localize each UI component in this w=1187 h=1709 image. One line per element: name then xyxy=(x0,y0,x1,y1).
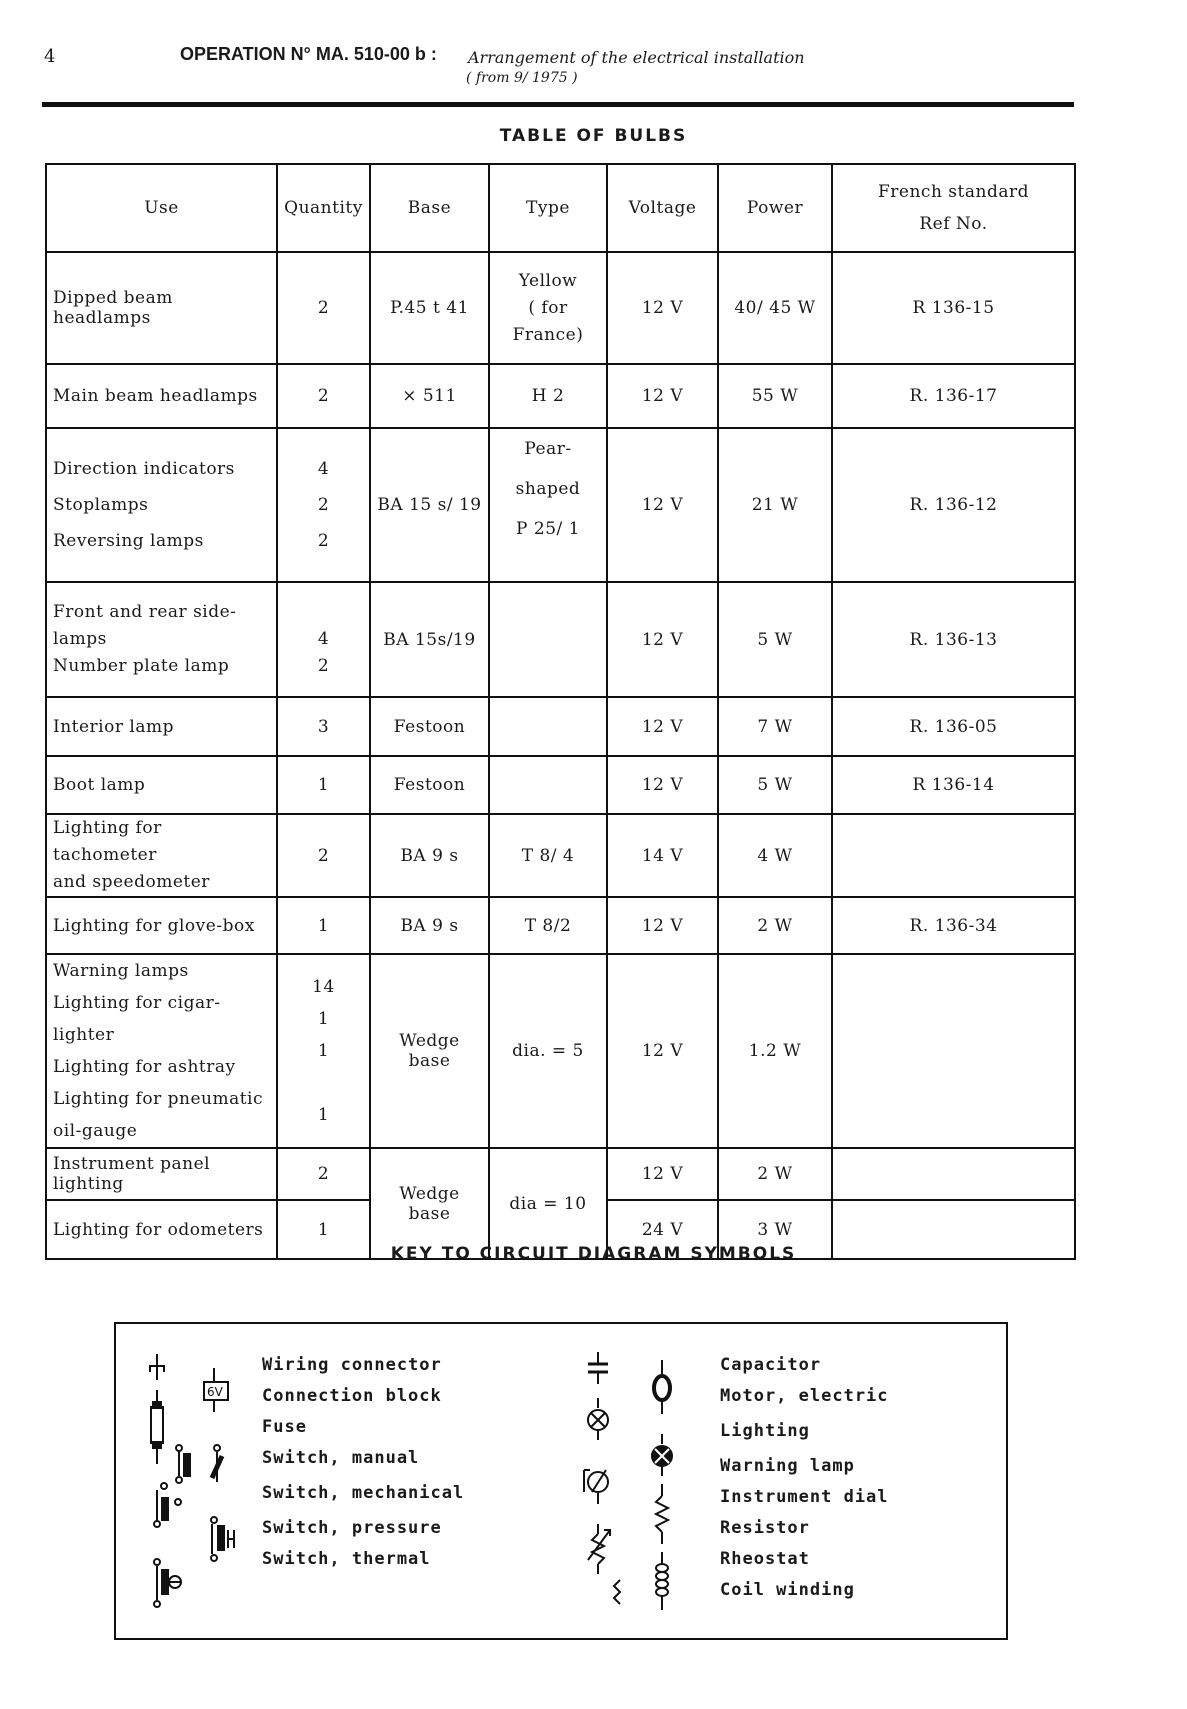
cell-qty xyxy=(277,954,370,1148)
block-label: 6V xyxy=(207,1385,223,1399)
coil-winding-icon xyxy=(614,1552,668,1610)
use-line: Warning lamps xyxy=(53,961,189,981)
cell-base: BA 9 s xyxy=(370,897,489,954)
use-line: Stoplamps xyxy=(53,495,149,515)
cell-qty: 1 xyxy=(277,756,370,814)
type-line2: P 25/ 1 xyxy=(516,519,580,539)
cell-use xyxy=(46,954,277,1148)
cell-voltage: 24 V xyxy=(607,1200,718,1259)
cell-type xyxy=(489,428,607,582)
cell-base: Wedge base xyxy=(370,1148,489,1259)
col-power: Power xyxy=(718,164,832,252)
table-row xyxy=(46,897,1075,954)
cell-use: Lighting for glove-box xyxy=(46,897,277,954)
motor-electric-icon xyxy=(654,1360,670,1414)
cell-power: 7 W xyxy=(718,697,832,756)
cell-type xyxy=(489,582,607,697)
lighting-icon xyxy=(588,1398,608,1440)
table-row xyxy=(46,697,1075,756)
cell-voltage: 14 V xyxy=(607,814,718,897)
qty-line: 1 xyxy=(317,1041,330,1061)
cell-qty: 2 xyxy=(277,814,370,897)
cell-ref: R. 136-13 xyxy=(832,582,1075,697)
cell-use: Main beam headlamps xyxy=(46,364,277,428)
key-label: Connection block xyxy=(262,1386,442,1406)
col-ref-line2: Ref No. xyxy=(919,214,988,234)
use-line: Front and rear side- xyxy=(53,602,237,622)
table-row xyxy=(46,814,1075,897)
key-label: Rheostat xyxy=(720,1549,810,1569)
table-header-row xyxy=(46,164,1075,252)
cell-use: Instrument panel lighting xyxy=(46,1148,277,1200)
cell-voltage: 12 V xyxy=(607,428,718,582)
cell-qty: 3 xyxy=(277,697,370,756)
cell-type xyxy=(489,756,607,814)
switch-thermal-icon xyxy=(154,1559,181,1607)
cell-base: BA 9 s xyxy=(370,814,489,897)
cell-voltage: 12 V xyxy=(607,697,718,756)
col-use: Use xyxy=(46,164,277,252)
cell-voltage: 12 V xyxy=(607,252,718,364)
cell-voltage: 12 V xyxy=(607,1148,718,1200)
qty-line: 2 xyxy=(317,531,330,551)
cell-ref: R. 136-05 xyxy=(832,697,1075,756)
col-ref-line1: French standard xyxy=(878,182,1029,202)
rheostat-icon xyxy=(588,1524,610,1574)
cell-base: Wedge base xyxy=(370,954,489,1148)
cell-power: 5 W xyxy=(718,582,832,697)
cell-use xyxy=(46,582,277,697)
col-voltage: Voltage xyxy=(607,164,718,252)
page-number: 4 xyxy=(44,46,56,67)
cell-qty: 1 xyxy=(277,897,370,954)
key-label: Fuse xyxy=(262,1417,307,1437)
cell-power: 2 W xyxy=(718,1148,832,1200)
left-symbols xyxy=(142,1352,252,1622)
cell-type xyxy=(489,252,607,364)
qty-line: 1 xyxy=(317,1009,330,1029)
cell-base: × 511 xyxy=(370,364,489,428)
resistor-icon xyxy=(656,1484,668,1544)
switch-manual-alt-icon xyxy=(212,1445,222,1482)
instrument-dial-icon xyxy=(584,1470,608,1504)
table-row xyxy=(46,252,1075,364)
table-row xyxy=(46,954,1075,1148)
fuse-icon xyxy=(151,1390,163,1464)
cell-ref: R 136-15 xyxy=(832,252,1075,364)
cell-power: 21 W xyxy=(718,428,832,582)
table-row xyxy=(46,756,1075,814)
cell-power: 1.2 W xyxy=(718,954,832,1148)
cell-power: 4 W xyxy=(718,814,832,897)
use-line: lamps xyxy=(53,629,107,649)
qty-line: 2 xyxy=(317,656,330,676)
cell-voltage: 12 V xyxy=(607,954,718,1148)
cell-type xyxy=(489,697,607,756)
cell-base: Festoon xyxy=(370,756,489,814)
qty-line: 4 xyxy=(317,459,330,479)
col-ref xyxy=(832,164,1075,252)
switch-pressure-icon xyxy=(211,1517,234,1561)
cell-power: 40/ 45 W xyxy=(718,252,832,364)
qty-line: 2 xyxy=(317,495,330,515)
col-base: Base xyxy=(370,164,489,252)
cell-qty: 2 xyxy=(277,1148,370,1200)
key-label: Capacitor xyxy=(720,1355,822,1375)
table-row xyxy=(46,582,1075,697)
key-label: Switch, thermal xyxy=(262,1549,431,1569)
cell-power: 3 W xyxy=(718,1200,832,1259)
table-row xyxy=(46,364,1075,428)
cell-use: Lighting for odometers xyxy=(46,1200,277,1259)
cell-type: T 8/ 4 xyxy=(489,814,607,897)
switch-manual-icon xyxy=(176,1445,190,1483)
cell-power: 55 W xyxy=(718,364,832,428)
cell-ref xyxy=(832,954,1075,1148)
cell-qty: 1 xyxy=(277,1200,370,1259)
key-left-list xyxy=(262,1350,464,1575)
qty-line: 4 xyxy=(317,629,330,649)
cell-use: Interior lamp xyxy=(46,697,277,756)
use-line: Reversing lamps xyxy=(53,531,204,551)
cell-use xyxy=(46,814,277,897)
cell-base: BA 15s/19 xyxy=(370,582,489,697)
capacitor-icon xyxy=(588,1352,608,1384)
key-label: Instrument dial xyxy=(720,1487,889,1507)
col-type: Type xyxy=(489,164,607,252)
table-row xyxy=(46,428,1075,582)
cell-use: Dipped beam headlamps xyxy=(46,252,277,364)
key-label: Wiring connector xyxy=(262,1355,442,1375)
key-label: Warning lamp xyxy=(720,1456,855,1476)
cell-ref: R. 136-12 xyxy=(832,428,1075,582)
operation-date: ( from 9/ 1975 ) xyxy=(466,70,578,86)
cell-type: T 8/2 xyxy=(489,897,607,954)
cell-type: H 2 xyxy=(489,364,607,428)
cell-ref: R. 136-17 xyxy=(832,364,1075,428)
cell-power: 5 W xyxy=(718,756,832,814)
cell-qty: 2 xyxy=(277,364,370,428)
qty-line: 14 xyxy=(312,977,335,997)
operation-subtitle: Arrangement of the electrical installation xyxy=(468,48,805,67)
use-line: Lighting for ashtray xyxy=(53,1057,236,1077)
cell-use xyxy=(46,428,277,582)
cell-qty: 2 xyxy=(277,252,370,364)
use-line: oil-gauge xyxy=(53,1121,138,1141)
key-label: Lighting xyxy=(720,1421,810,1441)
cell-ref: R 136-14 xyxy=(832,756,1075,814)
key-label: Motor, electric xyxy=(720,1386,889,1406)
key-right-list xyxy=(720,1350,889,1606)
cell-use: Boot lamp xyxy=(46,756,277,814)
cell-qty xyxy=(277,582,370,697)
table-title: TABLE OF BULBS xyxy=(499,126,688,146)
use-line: Lighting for tachometer xyxy=(53,818,162,865)
connection-block-icon xyxy=(204,1368,228,1412)
qty-line: 1 xyxy=(317,1105,330,1125)
cell-voltage: 12 V xyxy=(607,364,718,428)
use-line: Lighting for pneumatic xyxy=(53,1089,264,1109)
cell-ref: R. 136-34 xyxy=(832,897,1075,954)
key-label: Resistor xyxy=(720,1518,810,1538)
bulbs-table xyxy=(45,163,1076,1260)
col-quantity: Quantity xyxy=(277,164,370,252)
wiring-connector-icon xyxy=(150,1354,164,1380)
cell-power: 2 W xyxy=(718,897,832,954)
key-label: Switch, pressure xyxy=(262,1518,442,1538)
cell-ref xyxy=(832,814,1075,897)
header-rule xyxy=(42,102,1074,107)
cell-qty xyxy=(277,428,370,582)
right-symbols xyxy=(580,1352,690,1622)
use-line: Number plate lamp xyxy=(53,656,230,676)
cell-base: Festoon xyxy=(370,697,489,756)
cell-voltage: 12 V xyxy=(607,897,718,954)
key-label: Coil winding xyxy=(720,1580,855,1600)
switch-mechanical-icon xyxy=(154,1483,181,1527)
cell-base: BA 15 s/ 19 xyxy=(370,428,489,582)
cell-voltage: 12 V xyxy=(607,582,718,697)
use-line: and speedometer xyxy=(53,872,210,892)
use-line: Lighting for cigar-lighter xyxy=(53,993,221,1045)
type-line1: Pear-shaped xyxy=(515,439,581,499)
cell-voltage: 12 V xyxy=(607,756,718,814)
warning-lamp-icon xyxy=(652,1434,672,1476)
cell-ref xyxy=(832,1148,1075,1200)
table-row xyxy=(46,1148,1075,1200)
cell-base: P.45 t 41 xyxy=(370,252,489,364)
key-label: Switch, mechanical xyxy=(262,1483,465,1503)
key-label: Switch, manual xyxy=(262,1448,420,1468)
use-line: Direction indicators xyxy=(53,459,235,479)
cell-type: dia. = 5 xyxy=(489,954,607,1148)
cell-type: dia = 10 xyxy=(489,1148,607,1259)
operation-title: OPERATION N° MA. 510-00 b : xyxy=(180,44,437,64)
key-title: KEY TO CIRCUIT DIAGRAM SYMBOLS xyxy=(390,1244,797,1264)
type-line2: ( for France) xyxy=(512,297,584,345)
type-line1: Yellow xyxy=(518,270,578,291)
